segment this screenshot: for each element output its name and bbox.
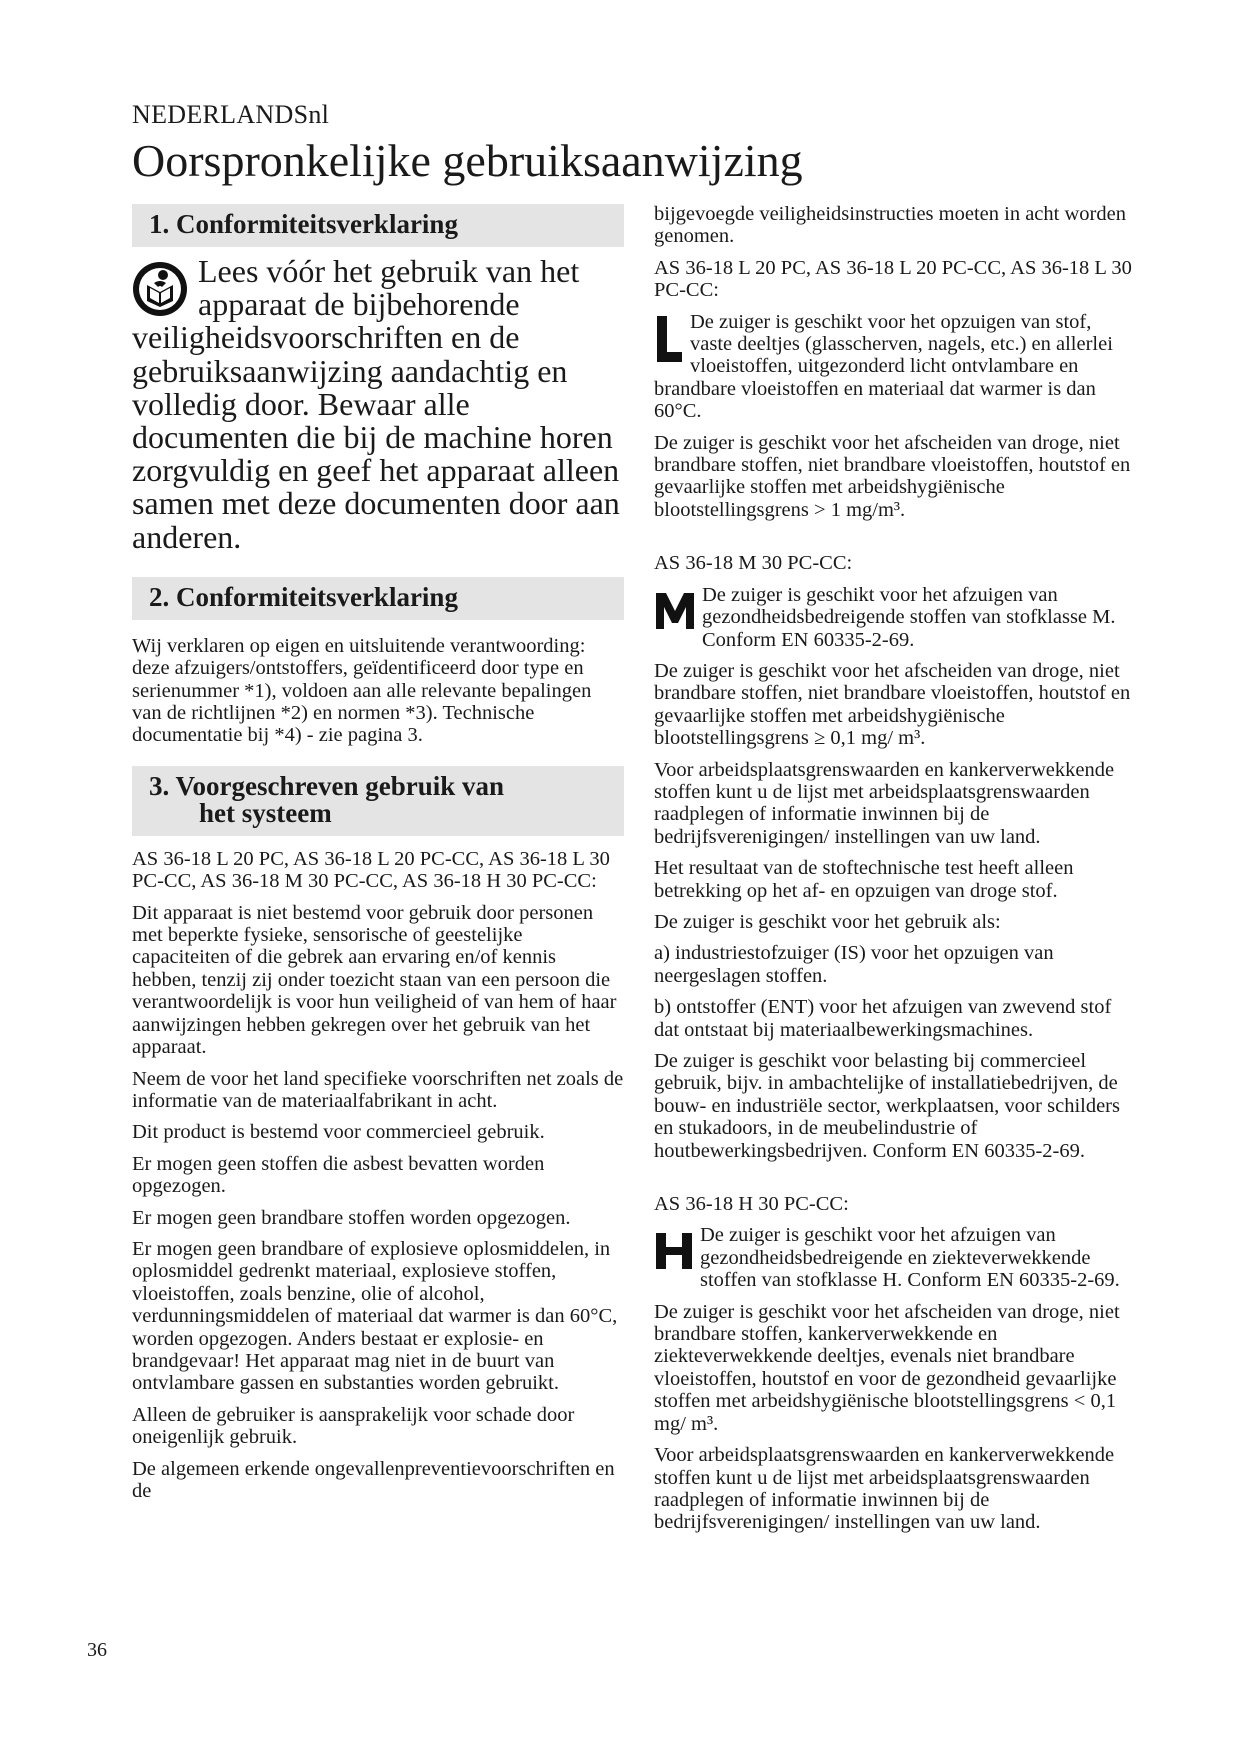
class-h-block bbox=[654, 1224, 1134, 1291]
paragraph: Dit apparaat is niet bestemd voor gebruik door personen met beperkte fysieke, sensorische of geestelijke capaciteiten of die gebrek aan ervaring en/of kennis hebben, tenzij zij onder toezicht staan van een persoon die verantwoordelijk is voor hun veiligheid of van hem of haar aanwijzingen hebben gekregen over het gebruik van het apparaat. bbox=[132, 901, 617, 1059]
paragraph: a) industriestofzuiger (IS) voor het opzuigen van neergeslagen stoffen. bbox=[654, 942, 1054, 987]
paragraph: Neem de voor het land specifieke voorschriften net zoals de informatie van de materiaalfabrikant in acht. bbox=[132, 1067, 624, 1112]
paragraph: De zuiger is geschikt voor het afscheiden van droge, niet brandbare stoffen, kankerverwekkende en ziekteverwekkende deeltjes, evenals niet brandbare vloeistoffen, houtstof en voor de gezondheid gevaarlijke stoffen met arbeidshygiënische blootstellingsgrens < 0,1 mg/ m³. bbox=[654, 1300, 1120, 1435]
models-l: AS 36-18 L 20 PC, AS 36-18 L 20 PC-CC, AS 36-18 L 30 PC-CC: bbox=[654, 256, 1132, 302]
class-l-text: De zuiger is geschikt voor het opzuigen van stof, vaste deeltjes (glasscherven, nagels, etc.) en allerlei vloeistoffen, uitgezonderd licht ontvlambare en brandbare vloeistoffen en materiaal dat warmer is dan 60°C. bbox=[654, 310, 1113, 423]
paragraph: Het resultaat van de stoftechnische test heeft alleen betrekking op het af- en opzuigen van droge stof. bbox=[654, 857, 1074, 902]
right-column bbox=[654, 203, 1134, 1543]
class-l-block bbox=[654, 311, 1134, 423]
intro-warning bbox=[132, 255, 624, 554]
models-h: AS 36-18 H 30 PC-CC: bbox=[654, 1193, 849, 1216]
page-title: Oorspronkelijke gebruiksaanwijzing bbox=[132, 135, 803, 186]
paragraph: Voor arbeidsplaatsgrenswaarden en kankerverwekkende stoffen kunt u de lijst met arbeidsplaatsgrenswaarden raadplegen of informatie inwinnen bij de bedrijfsverenigingen/ instellingen van uw land. bbox=[654, 758, 1115, 848]
paragraph: Er mogen geen brandbare stoffen worden opgezogen. bbox=[132, 1206, 571, 1229]
class-m-block bbox=[654, 584, 1134, 651]
continuation-text: bijgevoegde veiligheidsinstructies moeten in acht worden genomen. bbox=[654, 203, 1126, 248]
section-3-heading bbox=[132, 766, 624, 836]
class-h-text: De zuiger is geschikt voor het afzuigen van gezondheidsbedreigende en ziekteverwekkende stoffen van stofklasse H. Conform EN 60335-2-69. bbox=[700, 1224, 1120, 1292]
paragraph: Voor arbeidsplaatsgrenswaarden en kankerverwekkende stoffen kunt u de lijst met arbeidsplaatsgrenswaarden raadplegen of informatie inwinnen bij de bedrijfsverenigingen/ instellingen van uw land. bbox=[654, 1444, 1115, 1534]
models-m: AS 36-18 M 30 PC-CC: bbox=[654, 552, 853, 575]
paragraph: De zuiger is geschikt voor belasting bij commercieel gebruik, bijv. in ambachtelijke of installatiebedrijven, de bouw- en industriële sector, werkplaatsen, voor schilders en stukadoors, in de meubelindustrie of houtbewerkingsbedrijven. Conform EN 60335-2-69. bbox=[654, 1050, 1120, 1162]
paragraph: b) ontstoffer (ENT) voor het afzuigen van zwevend stof dat ontstaat bij materiaalbewerkingsmachines. bbox=[654, 996, 1112, 1041]
section-3-heading-line2: het systeem bbox=[199, 797, 332, 828]
paragraph: Alleen de gebruiker is aansprakelijk voor schade door oneigenlijk gebruik. bbox=[132, 1403, 575, 1449]
section-3-heading-line1: 3. Voorgeschreven gebruik van bbox=[149, 770, 505, 801]
page-number: 36 bbox=[87, 1639, 107, 1661]
section-2-heading: 2. Conformiteitsverklaring bbox=[132, 577, 624, 620]
section-2-text: Wij verklaren op eigen en uitsluitende verantwoording: deze afzuigers/ontstoffers, geïdentificeerd door type en serienummer *1), voldoen aan alle relevante bepalingen van de richtlijnen *2) en normen *3). Technische documentatie bij *4) - zie pagina 3. bbox=[132, 634, 592, 747]
left-column bbox=[132, 204, 624, 1511]
dust-class-m-icon bbox=[654, 587, 696, 631]
paragraph: Er mogen geen brandbare of explosieve oplosmiddelen, in oplosmiddel gedrenkt materiaal, explosieve stoffen, vloeistoffen, zoals benzine, olie of alcohol, verdunningsmiddelen of materiaal dat warmer is dan 60°C, worden opgezogen. Anders bestaat er explosie- en brandgevaar! Het apparaat mag niet in de buurt van ontvlambare gassen en substanties worden gebruikt. bbox=[132, 1237, 618, 1395]
language-label: NEDERLANDSnl bbox=[132, 100, 330, 129]
section-1-heading: 1. Conformiteitsverklaring bbox=[132, 204, 624, 247]
dust-class-l-icon bbox=[654, 314, 684, 364]
dust-class-h-icon bbox=[654, 1227, 694, 1271]
class-m-text: De zuiger is geschikt voor het afzuigen van gezondheidsbedreigende stoffen van stofklasse M. Conform EN 60335-2-69. bbox=[702, 583, 1116, 651]
paragraph: Dit product is bestemd voor commercieel gebruik. bbox=[132, 1121, 545, 1144]
paragraph: Er mogen geen stoffen die asbest bevatten worden opgezogen. bbox=[132, 1152, 545, 1198]
paragraph: De zuiger is geschikt voor het gebruik als: bbox=[654, 910, 1001, 933]
paragraph: De algemeen erkende ongevallenpreventievoorschriften en de bbox=[132, 1457, 615, 1503]
section-3-models: AS 36-18 L 20 PC, AS 36-18 L 20 PC-CC, AS 36-18 L 30 PC-CC, AS 36-18 M 30 PC-CC, AS 36-18 H 30 PC-CC: bbox=[132, 847, 610, 893]
paragraph: De zuiger is geschikt voor het afscheiden van droge, niet brandbare stoffen, niet brandbare vloeistoffen, houtstof en gevaarlijke stoffen met arbeidshygiënische blootstellingsgrens ≥ 0,1 mg/ m³. bbox=[654, 659, 1131, 750]
intro-text: Lees vóór het gebruik van het apparaat de bijbehorende veiligheidsvoorschriften en de gebruiksaanwijzing aandachtig en volledig door. Bewaar alle documenten die bij de machine horen zorgvuldig en geef het apparaat alleen samen met deze documenten door aan anderen. bbox=[132, 253, 620, 555]
class-l-text-2: De zuiger is geschikt voor het afscheiden van droge, niet brandbare stoffen, niet brandbare vloeistoffen, houtstof en gevaarlijke stoffen met arbeidshygiënische blootstellingsgrens > 1 mg/m³. bbox=[654, 431, 1131, 521]
read-manual-icon bbox=[132, 261, 188, 317]
